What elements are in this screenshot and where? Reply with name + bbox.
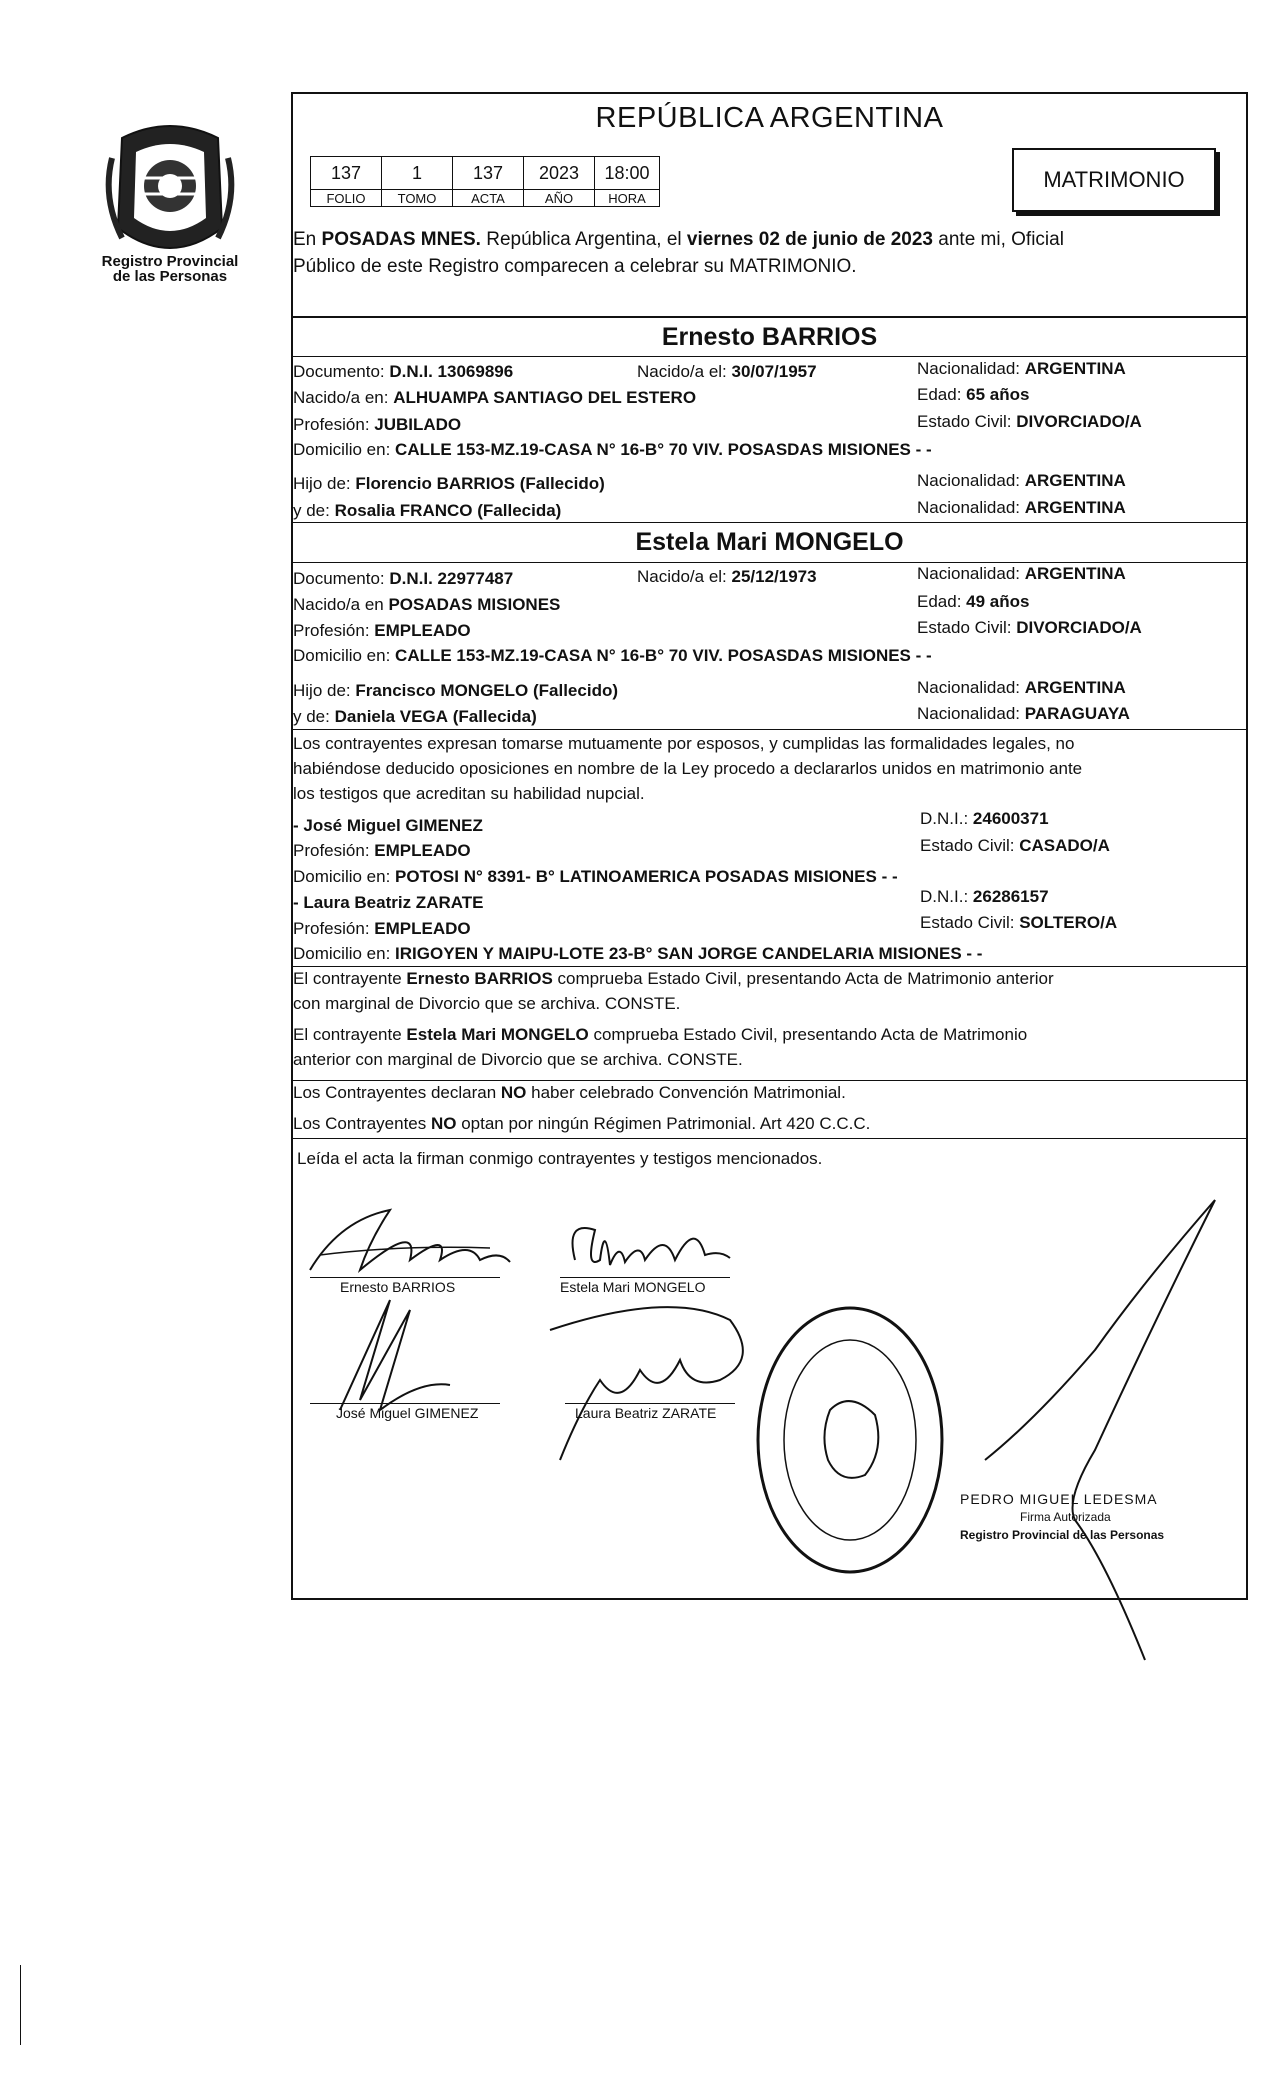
official-stamp xyxy=(750,1300,950,1580)
value: POSADAS MISIONES xyxy=(388,595,561,614)
witness1-civil-status xyxy=(920,835,1110,857)
label: Hijo de: xyxy=(293,474,356,493)
note-name: Ernesto BARRIOS xyxy=(406,969,553,988)
note-text: El contrayente xyxy=(293,969,407,988)
value: 26286157 xyxy=(972,887,1049,906)
value: JUBILADO xyxy=(374,415,462,434)
value: 25/12/1973 xyxy=(731,567,817,586)
divider xyxy=(291,1138,1248,1139)
intro-date: viernes 02 de junio de 2023 xyxy=(686,229,933,250)
value: CALLE 153-MZ.19-CASA N° 16-B° 70 VIV. POSASDAS MISIONES - - xyxy=(395,440,932,459)
label: Nacionalidad: xyxy=(917,359,1025,378)
label: D.N.I.: xyxy=(920,887,973,906)
label: Profesión: xyxy=(293,919,375,938)
label: Nacionalidad: xyxy=(917,498,1025,517)
label: Nacido/a el: xyxy=(637,362,732,381)
regime-no: NO xyxy=(430,1114,457,1133)
groom-age xyxy=(917,384,1029,406)
intro-text-3: ante mi, Oficial xyxy=(933,229,1064,250)
authority-role: Firma Autorizada xyxy=(1020,1510,1111,1524)
groom-signature xyxy=(300,1200,530,1280)
label: Documento: xyxy=(293,362,390,381)
label: Profesión: xyxy=(293,415,375,434)
groom-document xyxy=(293,361,513,383)
bride-document xyxy=(293,568,513,590)
value: DIVORCIADO/A xyxy=(1016,618,1142,637)
label: Edad: xyxy=(917,385,967,404)
bride-address xyxy=(293,645,932,667)
bride-profession xyxy=(293,620,471,642)
note: (Fallecida) xyxy=(452,707,537,726)
witness1-signature xyxy=(320,1290,470,1420)
logo-caption-line2: de las Personas xyxy=(112,268,228,285)
intro-paragraph xyxy=(291,226,1238,280)
note-text: anterior con marginal de Divorcio que se archiva. CONSTE. xyxy=(293,1050,743,1069)
value: POTOSI N° 8391- B° LATINOAMERICA POSADAS MISIONES - - xyxy=(395,867,898,886)
signature-line xyxy=(560,1277,730,1278)
label: Nacionalidad: xyxy=(917,678,1025,697)
witness2-profession xyxy=(293,918,471,940)
bride-age xyxy=(917,591,1029,613)
note: (Fallecido) xyxy=(532,681,618,700)
witness1-profession xyxy=(293,840,471,862)
anio-label: AÑO xyxy=(524,190,595,207)
value: CALLE 153-MZ.19-CASA N° 16-B° 70 VIV. POSASDAS MISIONES - - xyxy=(395,646,932,665)
value: DIVORCIADO/A xyxy=(1016,412,1142,431)
signature-line xyxy=(310,1403,500,1404)
value: ARGENTINA xyxy=(1024,498,1126,517)
declaration-line: habiéndose deducido oposiciones en nombre de la Ley procedo a declararlos unidos en matrimonio ante xyxy=(293,759,1083,778)
label: Nacionalidad: xyxy=(917,564,1025,583)
value: EMPLEADO xyxy=(374,919,471,938)
value: Francisco MONGELO xyxy=(355,681,529,700)
anio-value: 2023 xyxy=(524,157,595,190)
divider xyxy=(291,729,1248,730)
document-title: REPÚBLICA ARGENTINA xyxy=(595,102,944,134)
groom-birthplace xyxy=(293,387,696,409)
value: CASADO/A xyxy=(1019,836,1110,855)
declaration-line: los testigos que acreditan su habilidad nupcial. xyxy=(293,784,645,803)
bride-father-nationality xyxy=(917,677,1126,699)
value: EMPLEADO xyxy=(374,841,471,860)
value: 49 años xyxy=(966,592,1030,611)
record-table xyxy=(310,156,660,207)
label: Documento: xyxy=(293,569,390,588)
divider xyxy=(291,522,1248,523)
groom-father-nationality xyxy=(917,470,1126,492)
bride-signature-label: Estela Mari MONGELO xyxy=(560,1279,706,1295)
regime-text: optan por ningún Régimen Patrimonial. Art 420 C.C.C. xyxy=(456,1114,871,1133)
tomo-value: 1 xyxy=(382,157,453,190)
bride-nationality xyxy=(917,563,1126,585)
label: Domicilio en: xyxy=(293,440,396,459)
witness2-signature-label: Laura Beatriz ZARATE xyxy=(575,1405,717,1421)
value: ARGENTINA xyxy=(1024,359,1126,378)
groom-mother xyxy=(293,500,561,522)
closing-statement: Leída el acta la firman conmigo contrayentes y testigos mencionados. xyxy=(297,1149,823,1168)
regime-paragraph xyxy=(293,1080,1243,1136)
groom-status-note xyxy=(293,966,1243,1016)
value: D.N.I. 22977487 xyxy=(389,569,514,588)
value: 24600371 xyxy=(972,809,1049,828)
groom-profession xyxy=(293,414,461,436)
authority-signature xyxy=(975,1200,1215,1680)
authority-block xyxy=(960,1490,1164,1544)
bride-mother xyxy=(293,706,537,728)
page-margin-mark xyxy=(20,1965,21,2045)
label: Estado Civil: xyxy=(917,618,1017,637)
regime-text: haber celebrado Convención Matrimonial. xyxy=(526,1083,846,1102)
bride-birthplace xyxy=(293,594,560,616)
label: Estado Civil: xyxy=(917,412,1017,431)
intro-text-2: República Argentina, el xyxy=(480,229,687,250)
label: Nacionalidad: xyxy=(917,704,1025,723)
value: ARGENTINA xyxy=(1024,564,1126,583)
witness2-signature xyxy=(520,1300,760,1480)
groom-mother-nationality xyxy=(917,497,1126,519)
label: D.N.I.: xyxy=(920,809,973,828)
label: Nacido/a en xyxy=(293,595,389,614)
value: ALHUAMPA SANTIAGO DEL ESTERO xyxy=(393,388,697,407)
acta-label: ACTA xyxy=(453,190,524,207)
groom-civil-status xyxy=(917,411,1142,433)
note: (Fallecido) xyxy=(519,474,605,493)
note-text: comprueba Estado Civil, presentando Acta de Matrimonio anterior xyxy=(552,969,1054,988)
hora-label: HORA xyxy=(595,190,660,207)
witness2-name: - Laura Beatriz ZARATE xyxy=(293,893,484,912)
value: D.N.I. 13069896 xyxy=(389,362,514,381)
witness1-name: - José Miguel GIMENEZ xyxy=(293,816,483,835)
tomo-label: TOMO xyxy=(382,190,453,207)
intro-line-2: Público de este Registro comparecen a celebrar su MATRIMONIO. xyxy=(293,256,857,277)
bride-civil-status xyxy=(917,617,1142,639)
label: Estado Civil: xyxy=(920,913,1020,932)
label: Edad: xyxy=(917,592,967,611)
label: Estado Civil: xyxy=(920,836,1020,855)
value: ARGENTINA xyxy=(1024,471,1126,490)
value: IRIGOYEN Y MAIPU-LOTE 23-B° SAN JORGE CANDELARIA MISIONES - - xyxy=(395,944,983,963)
label: Profesión: xyxy=(293,621,375,640)
value: SOLTERO/A xyxy=(1019,913,1118,932)
document-type-badge: MATRIMONIO xyxy=(1012,148,1216,212)
authority-org: Registro Provincial de las Personas xyxy=(960,1528,1165,1542)
authority-name: PEDRO MIGUEL LEDESMA xyxy=(960,1491,1158,1507)
value: EMPLEADO xyxy=(374,621,471,640)
label: Domicilio en: xyxy=(293,867,396,886)
logo-caption xyxy=(90,254,250,284)
logo-caption-line1: Registro Provincial xyxy=(101,253,239,270)
note-text: El contrayente xyxy=(293,1025,407,1044)
declaration-line: Los contrayentes expresan tomarse mutuamente por esposos, y cumplidas las formalidades legales, no xyxy=(293,734,1075,753)
groom-name: Ernesto BARRIOS xyxy=(661,323,878,351)
folio-label: FOLIO xyxy=(311,190,382,207)
note: (Fallecida) xyxy=(477,501,562,520)
groom-signature-label: Ernesto BARRIOS xyxy=(340,1279,456,1295)
value: Florencio BARRIOS xyxy=(355,474,515,493)
label: Domicilio en: xyxy=(293,944,396,963)
value: Rosalia FRANCO xyxy=(334,501,473,520)
divider xyxy=(291,316,1248,318)
bride-father xyxy=(293,680,618,702)
value: ARGENTINA xyxy=(1024,678,1126,697)
value: Daniela VEGA xyxy=(334,707,448,726)
label: Nacido/a en: xyxy=(293,388,394,407)
value: PARAGUAYA xyxy=(1024,704,1130,723)
hora-value: 18:00 xyxy=(595,157,660,190)
acta-value: 137 xyxy=(453,157,524,190)
divider xyxy=(291,356,1248,357)
label: Hijo de: xyxy=(293,681,356,700)
label: Profesión: xyxy=(293,841,375,860)
label: Nacionalidad: xyxy=(917,471,1025,490)
note-name: Estela Mari MONGELO xyxy=(406,1025,589,1044)
signature-line xyxy=(310,1277,500,1278)
value: 65 años xyxy=(966,385,1030,404)
label: Nacido/a el: xyxy=(637,567,732,586)
witness2-civil-status xyxy=(920,912,1117,934)
label: Domicilio en: xyxy=(293,646,396,665)
witness2-address xyxy=(293,943,982,965)
witness1-dni xyxy=(920,808,1049,830)
bride-status-note xyxy=(293,1022,1243,1072)
signature-line xyxy=(565,1403,735,1404)
witness1-address xyxy=(293,866,898,888)
regime-text: Los Contrayentes xyxy=(293,1114,431,1133)
witness1-signature-label: José Miguel GIMENEZ xyxy=(336,1405,479,1421)
witness2-dni xyxy=(920,886,1049,908)
folio-value: 137 xyxy=(311,157,382,190)
groom-address xyxy=(293,439,932,461)
groom-birthdate xyxy=(637,361,817,383)
intro-text-1: En xyxy=(293,229,322,250)
regime-no: NO xyxy=(500,1083,527,1102)
declaration-paragraph xyxy=(293,731,1243,806)
bride-mother-nationality xyxy=(917,703,1130,725)
value: 30/07/1957 xyxy=(731,362,817,381)
bride-name: Estela Mari MONGELO xyxy=(635,528,904,556)
intro-place: POSADAS MNES. xyxy=(321,229,481,250)
bride-signature xyxy=(555,1210,735,1280)
label: y de: xyxy=(293,501,335,520)
note-text: comprueba Estado Civil, presentando Acta de Matrimonio xyxy=(588,1025,1028,1044)
label: y de: xyxy=(293,707,335,726)
groom-father xyxy=(293,473,605,495)
regime-text: Los Contrayentes declaran xyxy=(293,1083,501,1102)
note-text: con marginal de Divorcio que se archiva. CONSTE. xyxy=(293,994,681,1013)
bride-birthdate xyxy=(637,566,817,588)
groom-nationality xyxy=(917,358,1126,380)
